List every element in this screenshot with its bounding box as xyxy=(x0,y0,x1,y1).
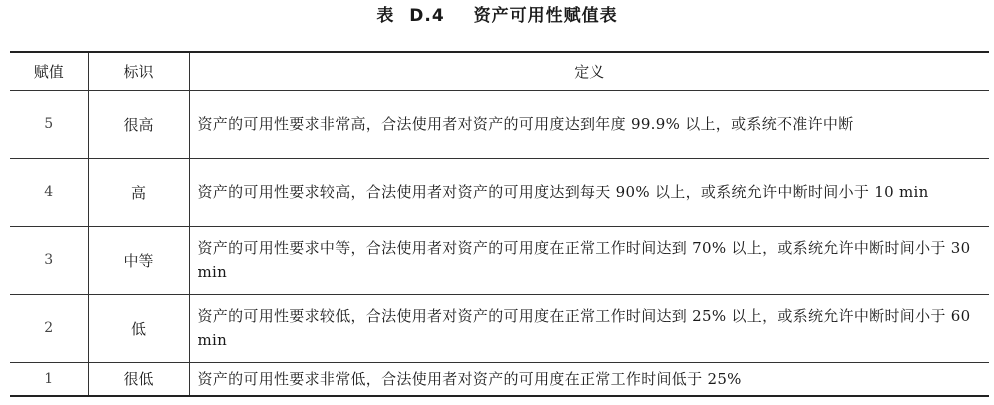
cell-value: 4 xyxy=(10,158,88,226)
caption-title: 资产可用性赋值表 xyxy=(473,6,618,26)
caption-prefix: 表 xyxy=(376,6,395,26)
table-row xyxy=(10,294,989,362)
caption-number: D.4 xyxy=(409,6,445,26)
table-header-row xyxy=(10,52,989,90)
availability-value-table xyxy=(10,51,989,397)
cell-definition: 资产的可用性要求较低，合法使用者对资产的可用度在正常工作时间达到 25% 以上，或系统允许中断时间小于 60 min xyxy=(189,294,989,362)
cell-label: 很低 xyxy=(88,362,189,396)
table-caption xyxy=(0,4,994,28)
cell-definition: 资产的可用性要求较高，合法使用者对资产的可用度达到每天 90% 以上，或系统允许中断时间小于 10 min xyxy=(189,158,989,226)
table-row xyxy=(10,158,989,226)
header-value: 赋值 xyxy=(10,52,88,90)
cell-label: 很高 xyxy=(88,90,189,158)
cell-definition: 资产的可用性要求中等，合法使用者对资产的可用度在正常工作时间达到 70% 以上，或系统允许中断时间小于 30 min xyxy=(189,226,989,294)
cell-value: 2 xyxy=(10,294,88,362)
header-label: 标识 xyxy=(88,52,189,90)
cell-value: 3 xyxy=(10,226,88,294)
cell-value: 1 xyxy=(10,362,88,396)
cell-label: 低 xyxy=(88,294,189,362)
table-row xyxy=(10,90,989,158)
cell-value: 5 xyxy=(10,90,88,158)
cell-definition: 资产的可用性要求非常低，合法使用者对资产的可用度在正常工作时间低于 25% xyxy=(189,362,989,396)
cell-label: 高 xyxy=(88,158,189,226)
table-row xyxy=(10,226,989,294)
cell-label: 中等 xyxy=(88,226,189,294)
header-definition: 定义 xyxy=(189,52,989,90)
cell-definition: 资产的可用性要求非常高，合法使用者对资产的可用度达到年度 99.9% 以上，或系统不准许中断 xyxy=(189,90,989,158)
table-row xyxy=(10,362,989,396)
